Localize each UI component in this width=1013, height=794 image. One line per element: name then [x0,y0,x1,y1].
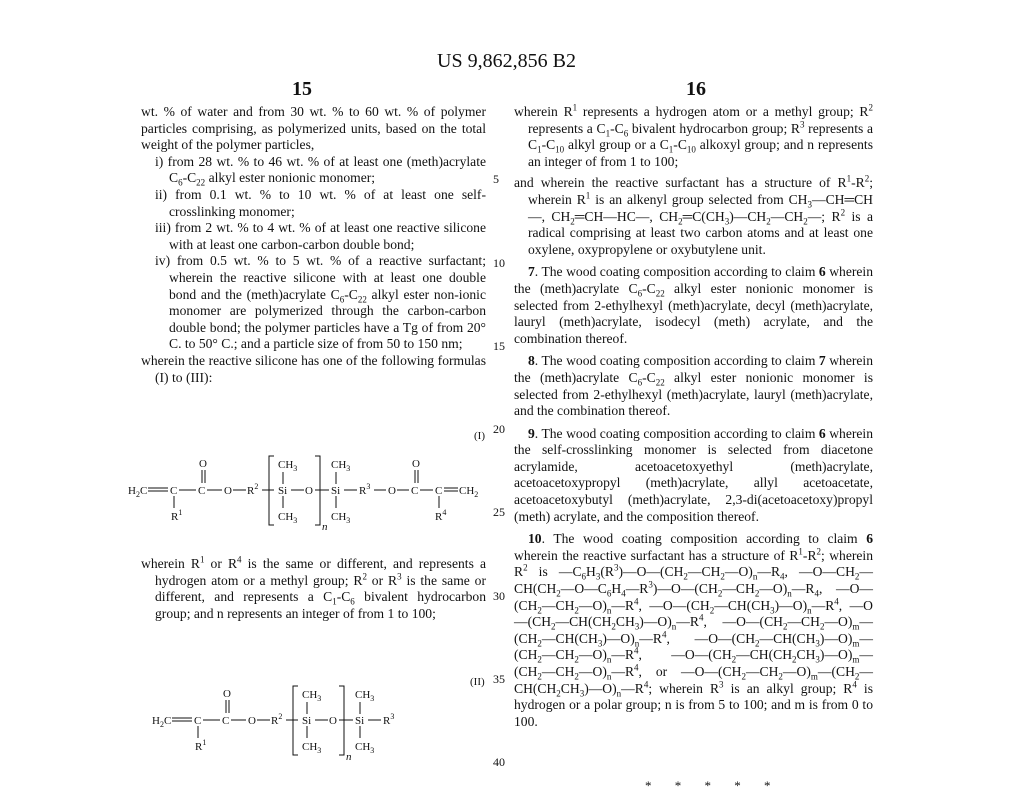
line-number-40: 40 [493,755,505,769]
formula-intro: wherein the reactive silicone has one of the following formulas (I) to (III): [141,352,486,385]
svg-text:CH3: $CH_3$ [302,689,322,703]
left-column-text [141,104,486,386]
svg-text:R2: $R^2$ [247,482,259,497]
surfactant-definition: and wherein the reactive surfactant has a structure of $R^1-R^2$; wherein $R^1$ is an alkenyl group selected from $CH_3—CH═CH—$, $CH_2═CH—HC—$, $CH_2═C(CH_3)—CH_2—CH_2—$; $R^2$ is a radical comprising at least two carbon atoms and at least one oxylene, oxypropylene or oxybutylene unit. [514,173,873,257]
claim-9: 9. The wood coating composition according to claim 6 wherein the self-crosslinking monomer is selected from diacetone acrylamide, acetoacetoxyethyl (meth)acrylate, acetoacetoxypropyl (meth)acrylate, allyl acetoacetate, acetoacetoxybutyl (meth)acrylate, 2,3-di(acetoacetoxy)propyl (meth) acrylate, and the composition thereof. [514,425,874,524]
svg-text:R3: $R^3$ [383,712,395,727]
line-number-25: 25 [493,505,505,519]
svg-text:C: C [198,485,206,497]
svg-text:R3: $R^3$ [359,482,371,497]
claim-7: 7. The wood coating composition according to claim 6 wherein the (meth)acrylate $C_6-C_{22}$ alkyl ester nonionic monomer is selected from 2-ethylhexyl (meth)acrylate, decyl (meth)acrylate, lauryl (meth)acrylate, isodecyl (meth) acrylate, and the combination thereof. [514,264,874,346]
left-column-substituents [141,556,486,622]
svg-text:R2: $R^2$ [271,712,283,727]
claim-item-iv: iv) from 0.5 wt. % to 5 wt. % of a reactive surfactant; wherein the reactive silicone with at least one double bond and the (meth)acrylate $C_6-C_{22}$ alkyl ester non-ionic monomer are polymerized through the carbon-carbon double bond; the polymer particles have a Tg of from 20° C. to 50° C.; and a particle size of from 50 to 150 nm; [155,253,486,352]
patent-number: US 9,862,856 B2 [437,50,576,72]
svg-text:CH3: $CH_3$ [331,459,351,473]
line-number-20: 20 [493,422,505,436]
line-number-5: 5 [493,172,499,186]
claim-continuation: wt. % of water and from 30 wt. % to 60 wt. % of polymer particles comprising, as polymerized units, based on the total weight of the polymer particles, [141,104,486,153]
svg-text:O: O [388,485,396,497]
substituent-definitions: wherein $R^1$ or $R^4$ is the same or different, and represents a hydrogen atom or a methyl group; $R^2$ or $R^3$ is the same or different, and represents a $C_1-C_6$ bivalent hydrocarbon group; and n represents an integer of from 1 to 100; [141,554,486,621]
svg-text:R1: $R^1$ [195,738,207,753]
svg-text:O: O [329,715,337,727]
svg-text:CH3: $CH_3$ [278,459,298,473]
svg-text:Si: Si [278,485,288,497]
svg-text:C: C [435,485,443,497]
svg-text:CH3: $CH_3$ [331,511,351,525]
svg-text:CH3: $CH_3$ [302,741,322,755]
line-number-35: 35 [493,672,505,686]
claim-item-iii: iii) from 2 wt. % to 4 wt. % of at least one reactive silicone with at least one carbon-carbon double bond; [155,220,486,252]
svg-text:Si: Si [302,715,312,727]
svg-text:CH2: $CH_2$ [459,485,479,499]
end-marker: * * * * * [645,778,781,793]
svg-text:n: n [346,751,352,760]
svg-text:Si: Si [355,715,365,727]
svg-text:CH3: $CH_3$ [278,511,298,525]
page-number-left: 15 [292,78,312,100]
claim-8: 8. The wood coating composition according to claim 7 wherein the (meth)acrylate $C_6-C_{22}$ alkyl ester nonionic monomer is selected from 2-ethylhexyl (meth)acrylate, lauryl (meth)acrylate, and the combination thereof. [514,353,874,419]
line-number-30: 30 [493,589,505,603]
svg-text:O: O [305,485,313,497]
svg-text:R4: $R^4$ [435,508,447,523]
formula-label-ii: (II) [470,676,485,688]
right-column-text [514,104,873,730]
svg-text:O: O [224,485,232,497]
svg-text:H2C: $H_2C$ [128,485,148,499]
line-number-15: 15 [493,339,505,353]
svg-text:Si: Si [331,485,341,497]
line-number-10: 10 [493,256,505,270]
svg-text:CH3: $CH_3$ [355,689,375,703]
claim-item-i: i) from 28 wt. % to 46 wt. % of at least one (meth)acrylate $C_6-C_{22}$ alkyl ester nonionic monomer; [155,153,486,189]
formula-label-i: (I) [474,430,485,442]
svg-text:C: C [194,715,202,727]
r3-definition: wherein $R^1$ represents a hydrogen atom or a methyl group; $R^2$ represents a $C_1-C_6$ bivalent hydrocarbon group; $R^3$ represents a $C_1-C_{10}$ alkyl group or a $C_1-C_{10}$ alkoxyl group; and n represents an integer of from 1 to 100; [514,102,874,169]
svg-text:H2C: $H_2C$ [152,715,172,729]
svg-text:O: O [412,458,420,470]
svg-text:C: C [170,485,178,497]
page-number-right: 16 [686,78,706,100]
formula-ii-structure [152,680,402,760]
svg-text:O: O [248,715,256,727]
svg-text:O: O [223,688,231,700]
svg-text:CH3: $CH_3$ [355,741,375,755]
svg-text:n: n [322,521,328,530]
formula-i-structure [128,450,488,530]
claim-10: 10. The wood coating composition according to claim 6 wherein the reactive surfactant has a structure of $R^1-R^2$; wherein $R^2$ is $—C_6H_3(R^3)—O—(CH_2—CH_2—O)_n—R_4$, $—O—CH_2—CH(CH_2—O—C_6H_4—R^3)—O—(CH_2—CH_2—O)_n—R_4$, $—O—(CH_2—CH_2—O)_n—R^4$, $—O—(CH_2—CH(CH_3)—O)_n—R^4$, $—O—(CH_2—CH(CH_2CH_3)—O)_n—R^4$, $—O—(CH_2—CH_2—O)_m—(CH_2—CH(CH_3)—O)_n—R^4$, $—O—(CH_2—CH(CH_3)—O)_m—(CH_2—CH_2—O)_n—R^4$, $—O—(CH_2—CH(CH_2CH_3)—O)_m—(CH_2—CH_2—O)_n—R^4$, or $—O—(CH_2—CH_2—O)_m—(CH_2—CH(CH_2CH_3)—O)_n—R^4$; wherein $R^3$ is an alkyl group; $R^4$ is hydrogen or a polar group; n is from 5 to 100; and m is from 0 to 100. [514,531,874,729]
claim-item-ii: ii) from 0.1 wt. % to 10 wt. % of at least one self-crosslinking monomer; [155,186,486,219]
svg-text:C: C [222,715,230,727]
svg-text:R1: $R^1$ [171,508,183,523]
svg-text:O: O [199,458,207,470]
svg-text:C: C [411,485,419,497]
